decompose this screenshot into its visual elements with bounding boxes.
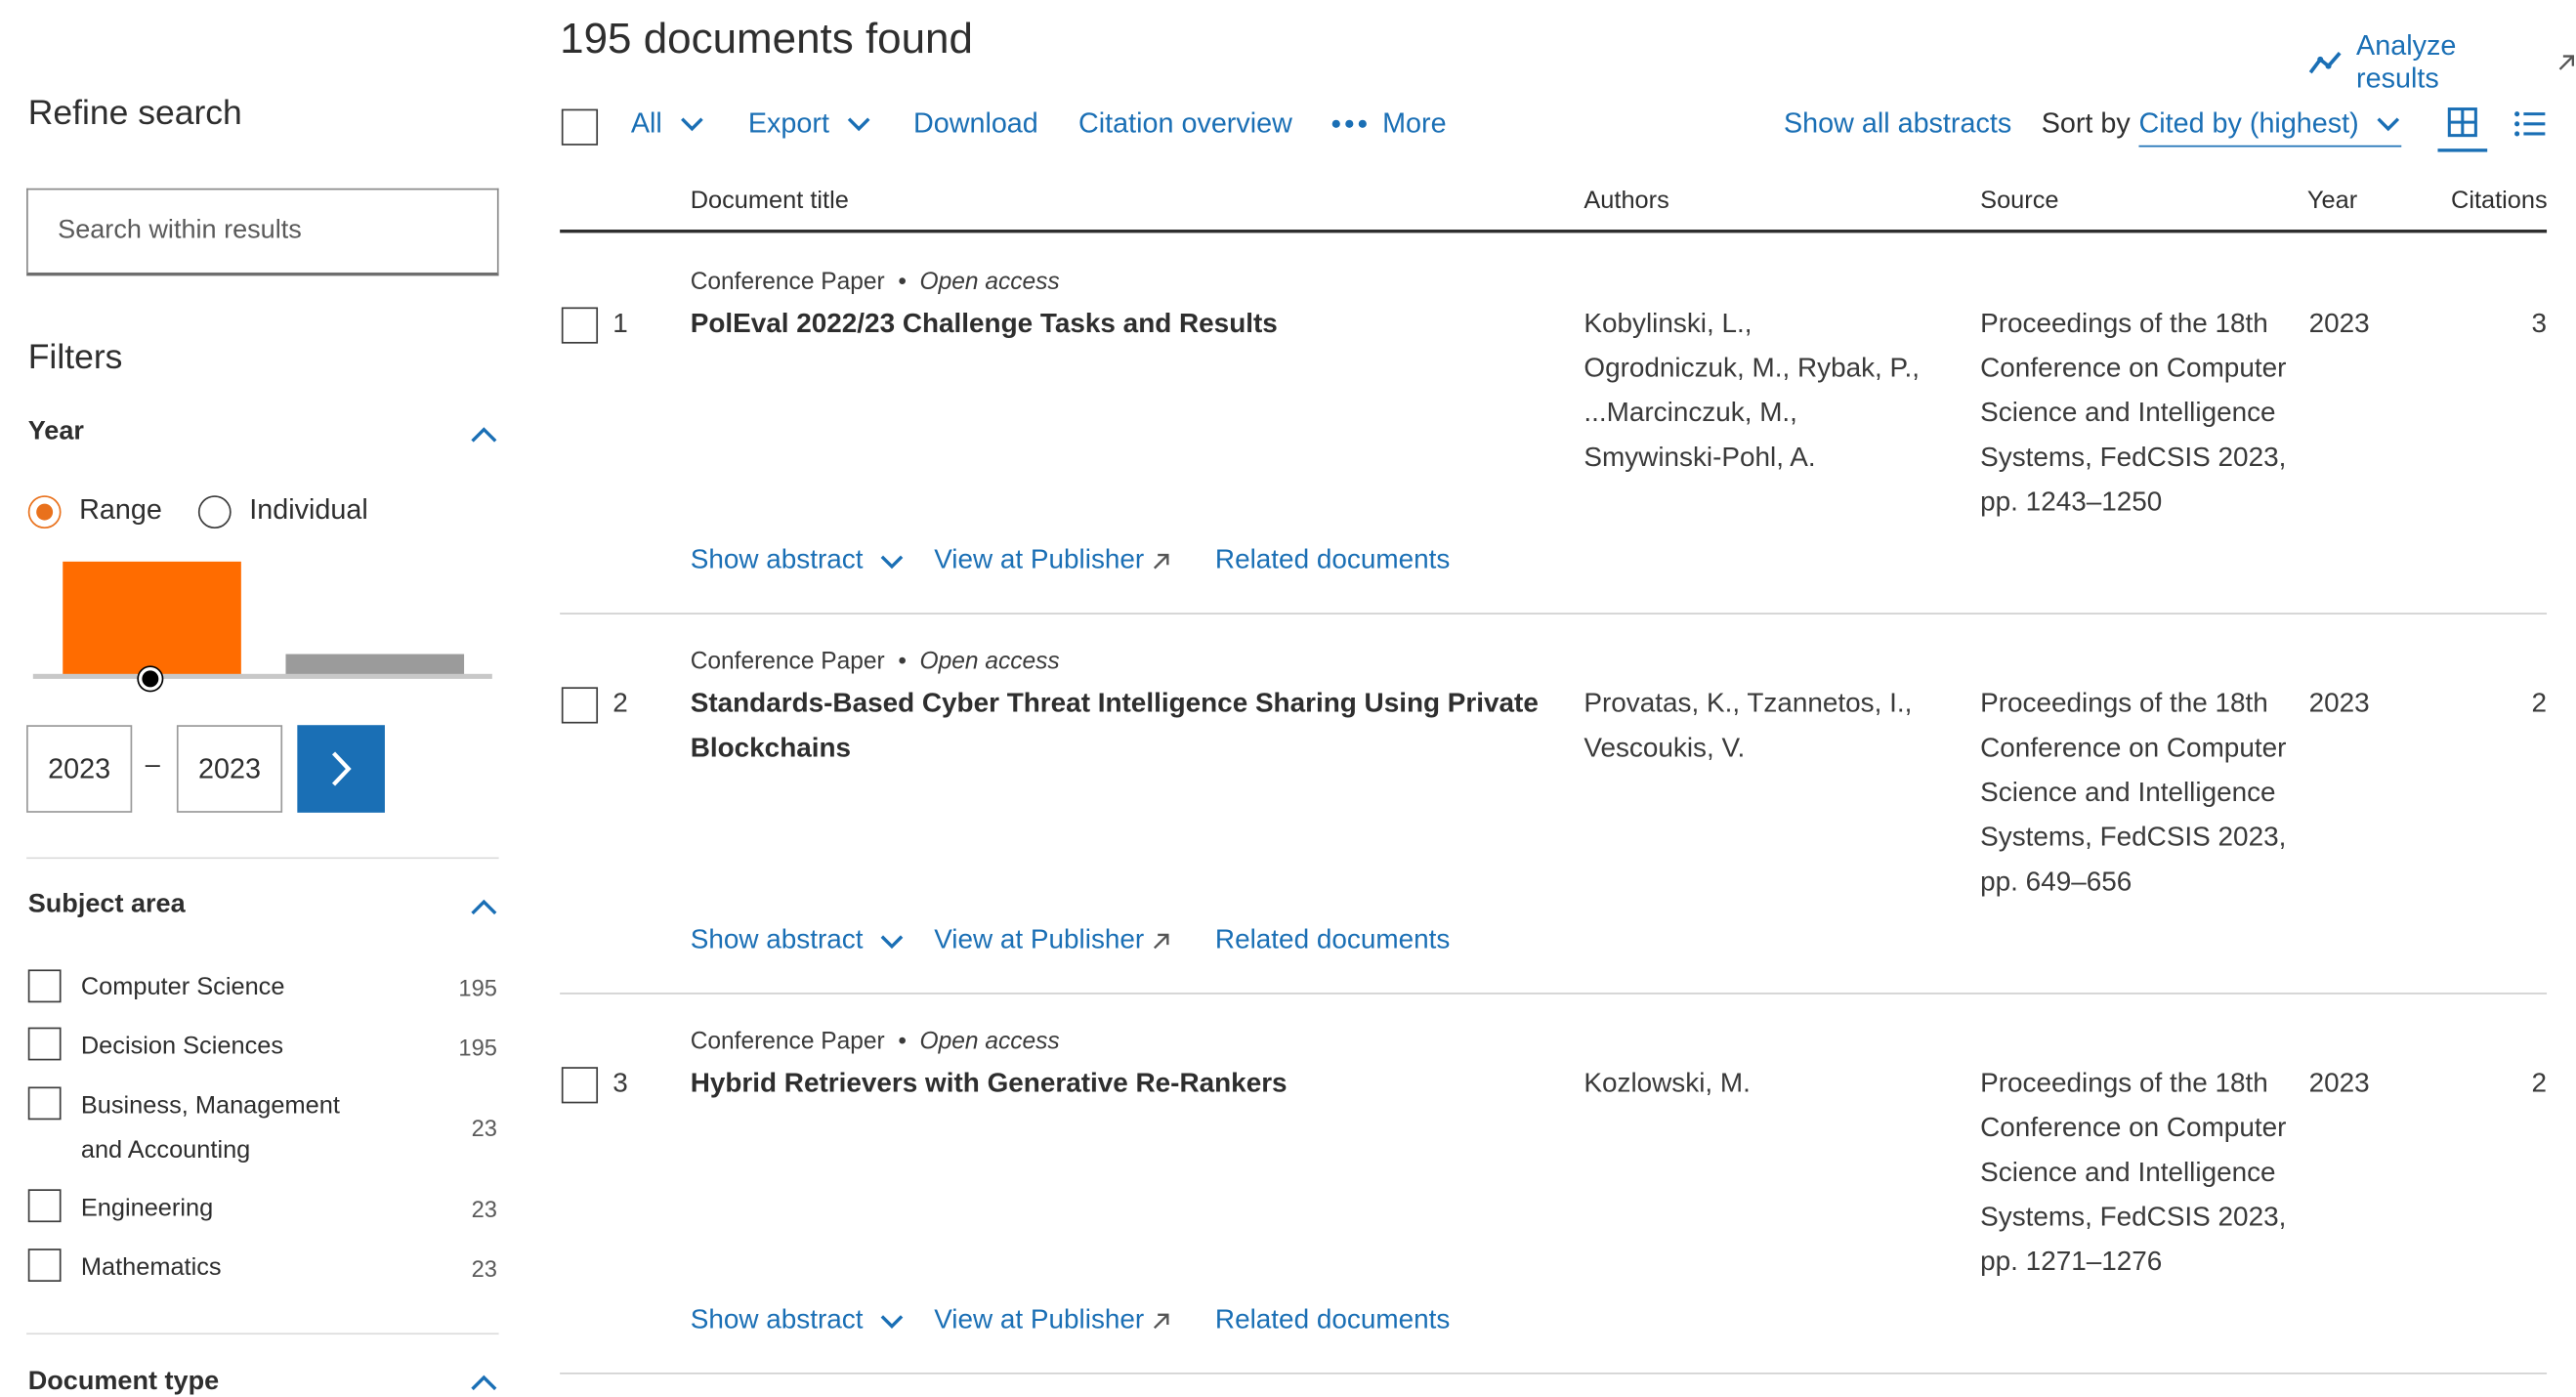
subject-checkbox-mathematics[interactable] bbox=[28, 1249, 62, 1282]
title-line: PolEval 2022/23 Challenge Tasks and Results bbox=[690, 309, 1278, 339]
source-line: Proceedings of the 18th bbox=[1980, 309, 2268, 339]
external-link-icon bbox=[2556, 53, 2576, 72]
individual-radio-label: Individual bbox=[249, 493, 368, 526]
subject-collapse-chevron-up-icon[interactable] bbox=[469, 897, 498, 916]
show-abstract-button[interactable]: Show abstract bbox=[690, 1304, 864, 1335]
row-checkbox[interactable] bbox=[562, 307, 598, 343]
source-cell[interactable] bbox=[1980, 302, 2302, 525]
open-access-label: Open access bbox=[919, 269, 1060, 296]
doc-type-label: Conference Paper bbox=[690, 1029, 885, 1056]
related-documents-link[interactable]: Related documents bbox=[1214, 1304, 1451, 1335]
view-at-publisher-link[interactable]: View at Publisher bbox=[934, 924, 1145, 955]
search-within-results-input[interactable] bbox=[26, 189, 499, 276]
list-view-button[interactable] bbox=[2511, 106, 2551, 142]
doctype-collapse-chevron-up-icon[interactable] bbox=[469, 1373, 498, 1392]
source-line: Proceedings of the 18th bbox=[1980, 1068, 2268, 1099]
source-line: Conference on Computer bbox=[1980, 1113, 2287, 1143]
row-divider bbox=[560, 613, 2547, 614]
chevron-down-icon bbox=[878, 553, 905, 570]
source-line: pp. 1243–1250 bbox=[1980, 487, 2163, 518]
divider bbox=[26, 1333, 499, 1334]
document-title-link[interactable] bbox=[691, 682, 1549, 771]
year-to-input[interactable]: 2023 bbox=[177, 725, 282, 813]
row-index: 1 bbox=[612, 309, 628, 339]
year-cell: 2023 bbox=[2308, 309, 2370, 339]
citation-overview-button[interactable]: Citation overview bbox=[1078, 106, 1292, 140]
year-from-input[interactable]: 2023 bbox=[26, 725, 132, 813]
individual-radio[interactable] bbox=[198, 495, 232, 529]
grid-view-button[interactable] bbox=[2437, 103, 2487, 152]
select-all-checkbox[interactable] bbox=[562, 109, 598, 146]
subject-checkbox-business[interactable] bbox=[28, 1086, 62, 1120]
view-at-publisher-link[interactable]: View at Publisher bbox=[934, 1304, 1145, 1335]
row-index: 3 bbox=[612, 1068, 628, 1099]
source-line: Conference on Computer bbox=[1980, 353, 2287, 384]
doc-type-label: Conference Paper bbox=[690, 269, 885, 296]
view-at-publisher-link[interactable]: View at Publisher bbox=[934, 544, 1145, 575]
grid-view-icon bbox=[2437, 103, 2487, 146]
chevron-down-icon bbox=[846, 115, 872, 132]
row-index: 2 bbox=[612, 689, 628, 719]
author-line[interactable]: Smywinski-Pohl, A. bbox=[1584, 443, 1816, 473]
subject-count: 195 bbox=[458, 974, 497, 1001]
search-placeholder: Search within results bbox=[58, 216, 302, 245]
title-line: Hybrid Retrievers with Generative Re-Rankers bbox=[690, 1068, 1288, 1099]
column-header-year[interactable]: Year bbox=[2306, 187, 2358, 215]
refine-search-title: Refine search bbox=[27, 94, 242, 133]
subject-label: Engineering bbox=[80, 1194, 214, 1223]
more-label: More bbox=[1382, 106, 1447, 140]
source-line: Science and Intelligence bbox=[1980, 1158, 2276, 1188]
author-line[interactable]: ...Marcinczuk, M., bbox=[1584, 398, 1797, 428]
source-line: Systems, FedCSIS 2023, bbox=[1980, 1202, 2287, 1233]
header-divider bbox=[560, 230, 2547, 233]
sort-value: Cited by (highest) bbox=[2138, 106, 2359, 140]
year-slider-track[interactable] bbox=[33, 674, 492, 679]
author-line[interactable]: Kozlowski, M. bbox=[1584, 1068, 1751, 1099]
document-type bbox=[691, 649, 1060, 675]
citations-cell[interactable]: 2 bbox=[2531, 689, 2548, 719]
year-cell: 2023 bbox=[2308, 689, 2370, 719]
histogram-bar-selected bbox=[63, 562, 241, 676]
column-header-authors[interactable]: Authors bbox=[1584, 187, 1669, 215]
row-checkbox[interactable] bbox=[562, 1067, 598, 1103]
related-documents-link[interactable]: Related documents bbox=[1214, 924, 1451, 955]
separator-dot: • bbox=[891, 269, 913, 296]
external-link-icon bbox=[1151, 1311, 1170, 1331]
author-line[interactable]: Vescoukis, V. bbox=[1584, 733, 1746, 764]
chevron-down-icon bbox=[878, 932, 905, 949]
more-button[interactable] bbox=[1331, 107, 1447, 141]
document-type bbox=[691, 1029, 1060, 1055]
source-line: pp. 1271–1276 bbox=[1980, 1247, 2163, 1277]
sort-select[interactable] bbox=[2138, 107, 2401, 148]
subject-label: Computer Science bbox=[80, 972, 285, 1001]
subject-label: Decision Sciences bbox=[80, 1032, 284, 1061]
citations-cell[interactable]: 2 bbox=[2531, 1068, 2548, 1099]
trend-chart-icon bbox=[2307, 48, 2344, 77]
row-divider bbox=[560, 993, 2547, 995]
column-header-title[interactable]: Document title bbox=[690, 187, 849, 215]
subject-checkbox-decision-sciences[interactable] bbox=[28, 1028, 62, 1061]
source-cell[interactable] bbox=[1980, 1062, 2302, 1285]
histogram-bar-other bbox=[285, 655, 464, 676]
show-all-abstracts-button[interactable]: Show all abstracts bbox=[1783, 106, 2012, 140]
document-type bbox=[691, 270, 1060, 296]
related-documents-link[interactable]: Related documents bbox=[1214, 544, 1451, 575]
subject-label-line2: and Accounting bbox=[80, 1136, 251, 1164]
show-abstract-button[interactable]: Show abstract bbox=[690, 924, 864, 955]
more-dots-icon bbox=[1331, 119, 1368, 129]
chevron-down-icon bbox=[878, 1312, 905, 1329]
external-link-icon bbox=[1151, 551, 1170, 571]
column-header-source[interactable]: Source bbox=[1980, 187, 2059, 215]
year-filter-title: Year bbox=[27, 417, 84, 446]
citations-cell[interactable]: 3 bbox=[2531, 309, 2548, 339]
source-line: Science and Intelligence bbox=[1980, 778, 2276, 808]
row-divider bbox=[560, 1373, 2547, 1375]
author-line[interactable]: Kobylinski, L., bbox=[1584, 309, 1753, 339]
external-link-icon bbox=[1151, 931, 1170, 951]
separator-dot: • bbox=[891, 1029, 913, 1056]
sort-by-label: Sort by bbox=[2041, 106, 2131, 140]
range-radio[interactable] bbox=[28, 495, 62, 529]
show-abstract-button[interactable]: Show abstract bbox=[690, 544, 864, 575]
authors-cell bbox=[1584, 682, 1964, 771]
divider bbox=[26, 857, 499, 859]
year-range-dash: – bbox=[145, 751, 160, 781]
analyze-results-link[interactable] bbox=[2307, 29, 2576, 96]
author-line[interactable]: Provatas, K., Tzannetos, I., bbox=[1584, 689, 1913, 719]
column-header-citations[interactable]: Citations bbox=[2450, 187, 2548, 215]
subject-count: 23 bbox=[471, 1254, 497, 1282]
range-radio-label: Range bbox=[79, 493, 162, 526]
source-line: Proceedings of the 18th bbox=[1980, 689, 2268, 719]
subject-label: Mathematics bbox=[80, 1253, 222, 1282]
subject-count: 195 bbox=[458, 1034, 497, 1061]
export-dropdown[interactable] bbox=[748, 107, 872, 141]
subject-label: Business, Management bbox=[80, 1091, 340, 1121]
analyze-results-label: Analyze results bbox=[2356, 29, 2457, 95]
document-title-link[interactable] bbox=[691, 302, 1549, 347]
authors-cell bbox=[1584, 302, 1964, 481]
chevron-down-icon bbox=[679, 115, 705, 132]
year-slider-handle[interactable] bbox=[139, 667, 162, 691]
source-line: Conference on Computer bbox=[1980, 733, 2287, 764]
chevron-down-icon bbox=[2376, 115, 2402, 132]
subject-checkbox-computer-science[interactable] bbox=[28, 969, 62, 1002]
authors-cell bbox=[1584, 1062, 1964, 1107]
doc-type-label: Conference Paper bbox=[690, 649, 885, 676]
row-actions bbox=[691, 925, 1451, 956]
document-type-title: Document type bbox=[27, 1367, 220, 1396]
filters-title: Filters bbox=[27, 338, 123, 377]
all-label: All bbox=[630, 106, 662, 140]
results-count: 195 documents found bbox=[560, 13, 973, 64]
apply-year-button[interactable] bbox=[297, 725, 385, 813]
author-line[interactable]: Ogrodniczuk, M., Rybak, P., bbox=[1584, 353, 1921, 384]
row-actions bbox=[691, 545, 1451, 576]
source-line: Science and Intelligence bbox=[1980, 398, 2276, 428]
year-cell: 2023 bbox=[2308, 1068, 2370, 1099]
download-button[interactable]: Download bbox=[912, 106, 1038, 140]
select-all-dropdown[interactable] bbox=[631, 107, 705, 141]
document-title-link[interactable] bbox=[691, 1062, 1549, 1107]
subject-count: 23 bbox=[471, 1115, 497, 1142]
source-cell[interactable] bbox=[1980, 682, 2302, 905]
chevron-right-icon bbox=[297, 725, 385, 813]
row-actions bbox=[691, 1305, 1451, 1336]
subject-count: 23 bbox=[471, 1196, 497, 1223]
row-checkbox[interactable] bbox=[562, 687, 598, 723]
source-line: Systems, FedCSIS 2023, bbox=[1980, 822, 2287, 853]
title-line: Standards-Based Cyber Threat Intelligence Sharing Using Private bbox=[690, 689, 1539, 719]
export-label: Export bbox=[747, 106, 829, 140]
title-line: Blockchains bbox=[690, 733, 852, 764]
open-access-label: Open access bbox=[919, 1029, 1060, 1056]
separator-dot: • bbox=[891, 649, 913, 676]
year-collapse-chevron-up-icon[interactable] bbox=[469, 425, 498, 444]
list-view-icon bbox=[2511, 106, 2551, 142]
subject-area-title: Subject area bbox=[27, 890, 186, 919]
subject-checkbox-engineering[interactable] bbox=[28, 1189, 62, 1222]
source-line: pp. 649–656 bbox=[1980, 867, 2133, 898]
open-access-label: Open access bbox=[919, 649, 1060, 676]
source-line: Systems, FedCSIS 2023, bbox=[1980, 443, 2287, 473]
